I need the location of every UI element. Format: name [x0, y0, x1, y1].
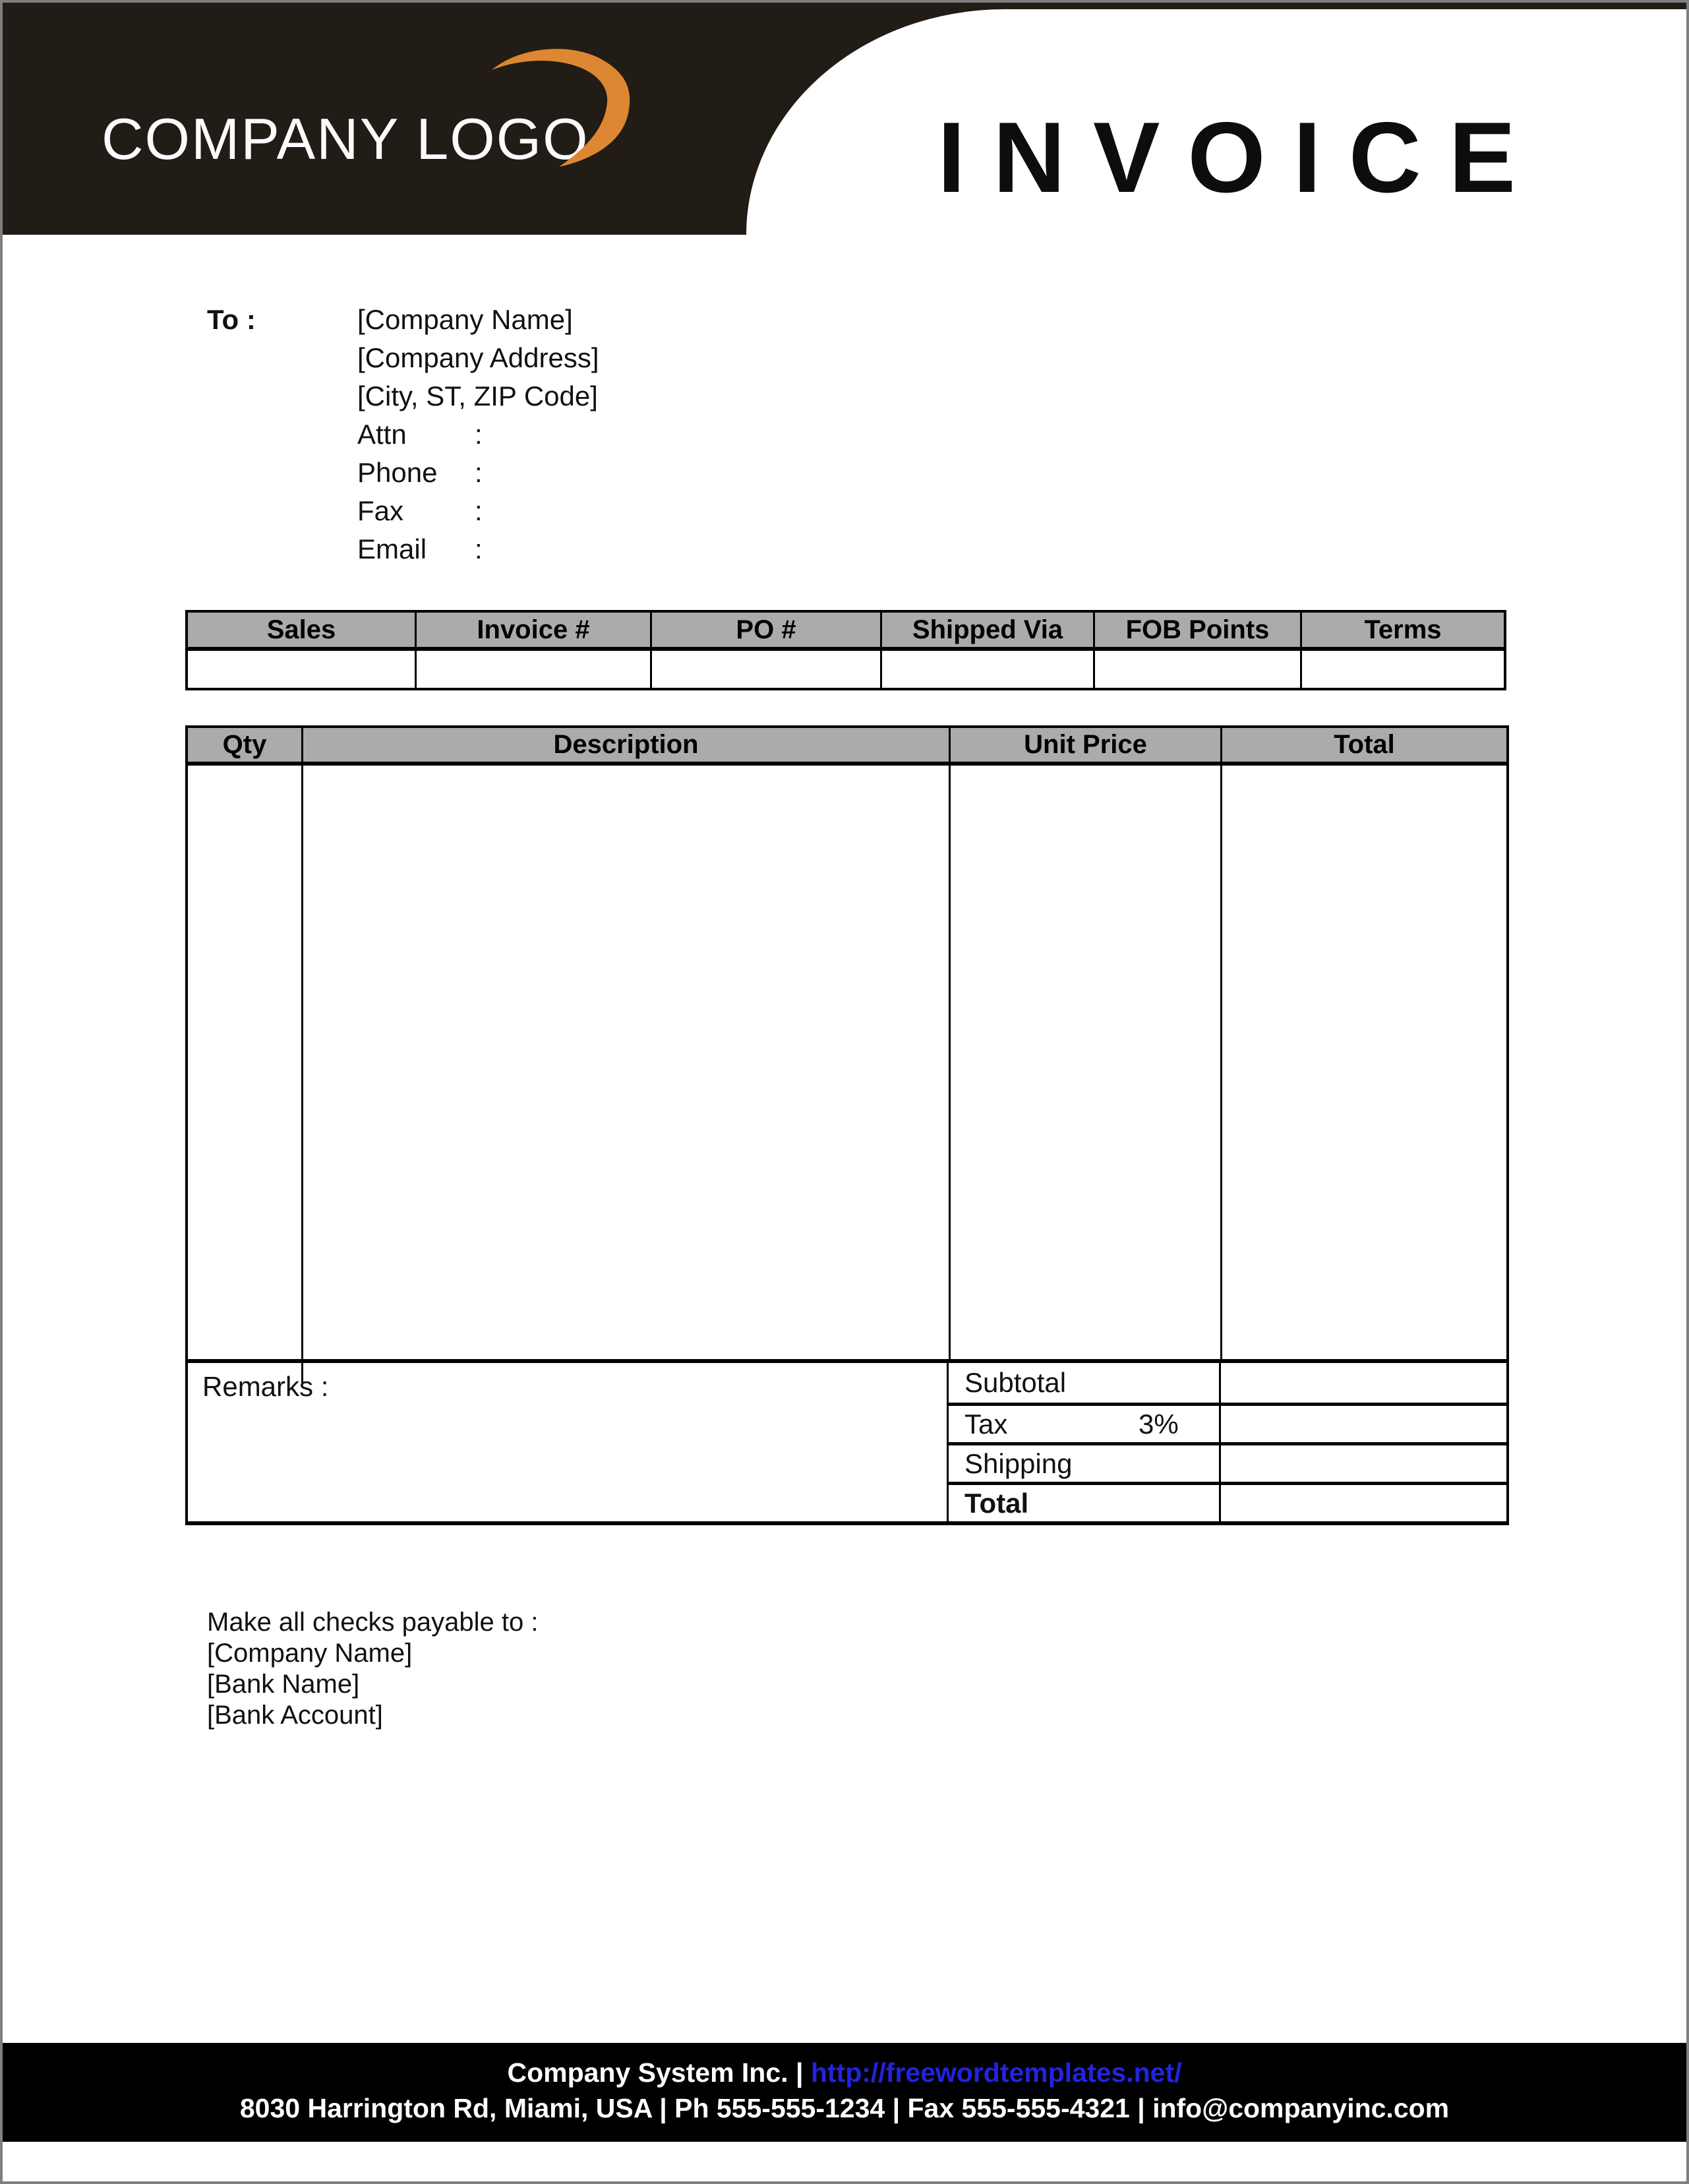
footer-divider: |	[795, 2057, 804, 2088]
shipping-label: Shipping	[964, 1447, 1073, 1479]
header-qty: Qty	[222, 730, 267, 759]
header-terms: Terms	[1300, 613, 1504, 647]
checks-payable-heading: Make all checks payable to :	[207, 1608, 539, 1637]
bill-to-city: [City, ST, ZIP Code]	[357, 380, 598, 411]
fax-colon: :	[475, 495, 483, 526]
tax-row	[949, 1403, 1506, 1442]
footer-company-name: Company System Inc.	[507, 2057, 788, 2088]
footer-address-line: 8030 Harrington Rd, Miami, USA | Ph 555-555-1234 | Fax 555-555-4321 | info@companyinc.com	[239, 2093, 1450, 2123]
remarks-cell[interactable]	[188, 1363, 949, 1521]
attn-label: Attn	[357, 419, 407, 450]
tax-rate: 3%	[1139, 1408, 1179, 1440]
remarks-label: Remarks :	[202, 1371, 329, 1402]
fob-points-value-cell[interactable]	[1093, 651, 1300, 688]
info-table-value-row	[188, 651, 1504, 688]
summary-section	[188, 1359, 1506, 1521]
bill-to-address: [Company Address]	[357, 342, 599, 373]
description-column-cell[interactable]	[301, 766, 949, 1359]
to-label: To :	[207, 304, 256, 335]
payable-company-name: [Company Name]	[207, 1639, 413, 1668]
invoice-info-table	[185, 610, 1506, 690]
payment-instructions	[207, 1607, 538, 1731]
sales-value-cell[interactable]	[188, 651, 415, 688]
payable-bank-name: [Bank Name]	[207, 1670, 360, 1699]
header-total: Total	[1220, 728, 1506, 762]
fax-label: Fax	[357, 495, 404, 526]
header-shipped-via: Shipped Via	[880, 613, 1093, 647]
total-row	[949, 1482, 1506, 1521]
subtotal-value-cell[interactable]	[1219, 1363, 1506, 1403]
terms-value-cell[interactable]	[1300, 651, 1504, 688]
po-number-value-cell[interactable]	[650, 651, 880, 688]
email-label: Email	[357, 533, 427, 564]
unit-price-column-cell[interactable]	[949, 766, 1220, 1359]
total-value-cell[interactable]	[1219, 1485, 1506, 1521]
line-items-table	[185, 725, 1509, 1525]
subtotal-label: Subtotal	[964, 1367, 1067, 1398]
email-field	[357, 530, 599, 568]
header-invoice-number: Invoice #	[415, 613, 650, 647]
phone-field	[357, 454, 599, 492]
qty-column-cell[interactable]	[188, 766, 301, 1359]
invoice-title: INVOICE	[937, 102, 1543, 214]
phone-colon: :	[475, 457, 483, 488]
email-colon: :	[475, 533, 483, 564]
footer-template-link[interactable]: http://freewordtemplates.net/	[810, 2057, 1182, 2088]
info-table-header-row	[188, 613, 1504, 651]
phone-label: Phone	[357, 457, 438, 488]
subtotal-row	[949, 1363, 1506, 1403]
header-description: Description	[301, 728, 949, 762]
summary-rows	[949, 1363, 1506, 1521]
fax-field	[357, 492, 599, 530]
total-label: Total	[964, 1487, 1029, 1519]
shipped-via-value-cell[interactable]	[880, 651, 1093, 688]
attn-field	[357, 415, 599, 454]
header-sales: Sales	[266, 615, 336, 644]
tax-label: Tax 3%	[964, 1408, 1179, 1440]
shipping-value-cell[interactable]	[1219, 1445, 1506, 1482]
payable-bank-account: [Bank Account]	[207, 1701, 383, 1730]
header-fob-points: FOB Points	[1093, 613, 1300, 647]
header-unit-price: Unit Price	[949, 728, 1220, 762]
items-table-body	[188, 766, 1506, 1359]
attn-colon: :	[475, 419, 483, 450]
header-po-number: PO #	[650, 613, 880, 647]
tax-value-cell[interactable]	[1219, 1406, 1506, 1442]
shipping-row	[949, 1442, 1506, 1482]
orange-swoosh-icon	[479, 22, 643, 181]
footer-company-line	[3, 2055, 1686, 2090]
total-column-cell[interactable]	[1220, 766, 1506, 1359]
company-logo-text: COMPANY LOGO	[102, 106, 589, 171]
bill-to-company: [Company Name]	[357, 304, 573, 335]
bill-to-block	[207, 301, 599, 568]
invoice-number-value-cell[interactable]	[415, 651, 650, 688]
bill-to-lines	[357, 301, 599, 568]
page-footer	[3, 2043, 1686, 2142]
items-table-header-row	[188, 728, 1506, 766]
